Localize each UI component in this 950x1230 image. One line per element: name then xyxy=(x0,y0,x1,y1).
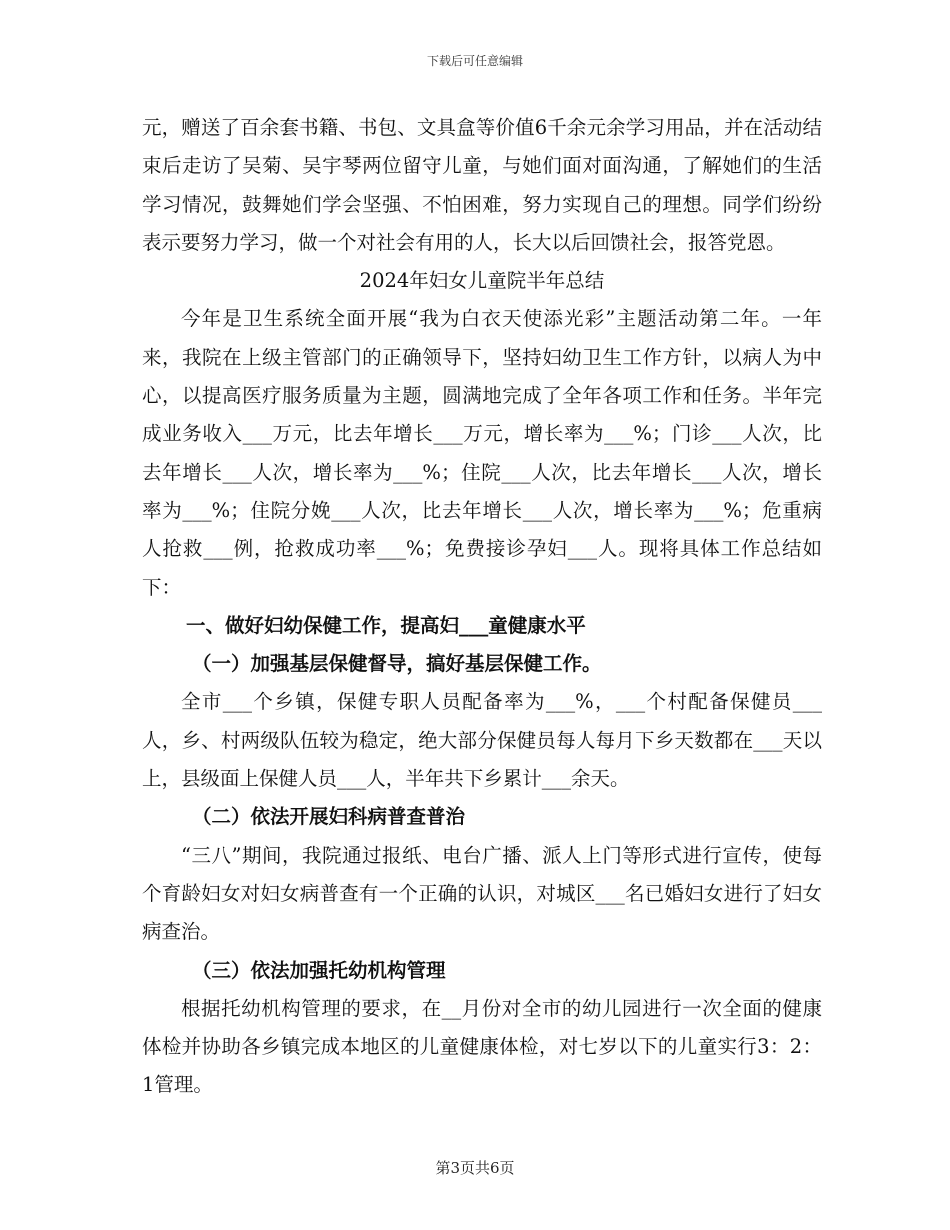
paragraph-screening: “三八”期间，我院通过报纸、电台广播、派人上门等形式进行宣传，使每个育龄妇女对妇女病普查有一个正确的认识，对城区___名已婚妇女进行了妇女病查治。 xyxy=(142,843,822,944)
subsection-heading-3: （三）依法加强托幼机构管理 xyxy=(192,958,446,982)
paragraph-continued: 元，赠送了百余套书籍、书包、文具盒等价值6千余元余学习用品，并在活动结束后走访了吴菊、吴宇琴两位留守儿童，与她们面对面沟通，了解她们的生活学习情况，鼓舞她们学会坚强、不怕困难，努力实现自己的理想。同学们纷纷表示要努力学习，做一个对社会有用的人，长大以后回馈社会，报答党恩。 xyxy=(142,116,822,254)
paragraph-grassroots: 全市___个乡镇，保健专职人员配备率为___%，___个村配备保健员___人，乡、村两级队伍较为稳定，绝大部分保健员每人每月下乡天数都在___天以上，县级面上保健人员___人，半年共下乡累计___余天。 xyxy=(142,690,822,791)
page-header: 下载后可任意编辑 xyxy=(426,54,523,68)
paragraph-intro: 今年是卫生系统全面开展“我为白衣天使添光彩”主题活动第二年。一年来，我院在上级主管部门的正确领导下，坚持妇幼卫生工作方针，以病人为中心，以提高医疗服务质量为主题，圆满地完成了全年各项工作和任务。半年完成业务收入___万元，比去年增长___万元，增长率为___%；门诊___人次，比去年增长___人次，增长率为___%；住院___人次，比去年增长___人次，增长率为___%；住院分娩___人次，比去年增长___人次，增长率为___%；危重病人抢救___例，抢救成功率___%；免费接诊孕妇___人。现将具体工作总结如下： xyxy=(142,307,822,599)
paragraph-childcare: 根据托幼机构管理的要求，在__月份对全市的幼儿园进行一次全面的健康体检并协助各乡镇完成本地区的儿童健康体检，对七岁以下的儿童实行3：2：1管理。 xyxy=(142,996,822,1097)
page-footer: 第3页共6页 xyxy=(435,1159,515,1177)
subsection-heading-1: （一）加强基层保健督导，搞好基层保健工作。 xyxy=(192,652,602,676)
document-body xyxy=(142,109,822,1105)
section-heading-1: 一、做好妇幼保健工作，提高妇___童健康水平 xyxy=(186,613,586,637)
document-title: 2024年妇女儿童院半年总结 xyxy=(359,269,605,293)
subsection-heading-2: （二）依法开展妇科病普查普治 xyxy=(192,805,466,829)
